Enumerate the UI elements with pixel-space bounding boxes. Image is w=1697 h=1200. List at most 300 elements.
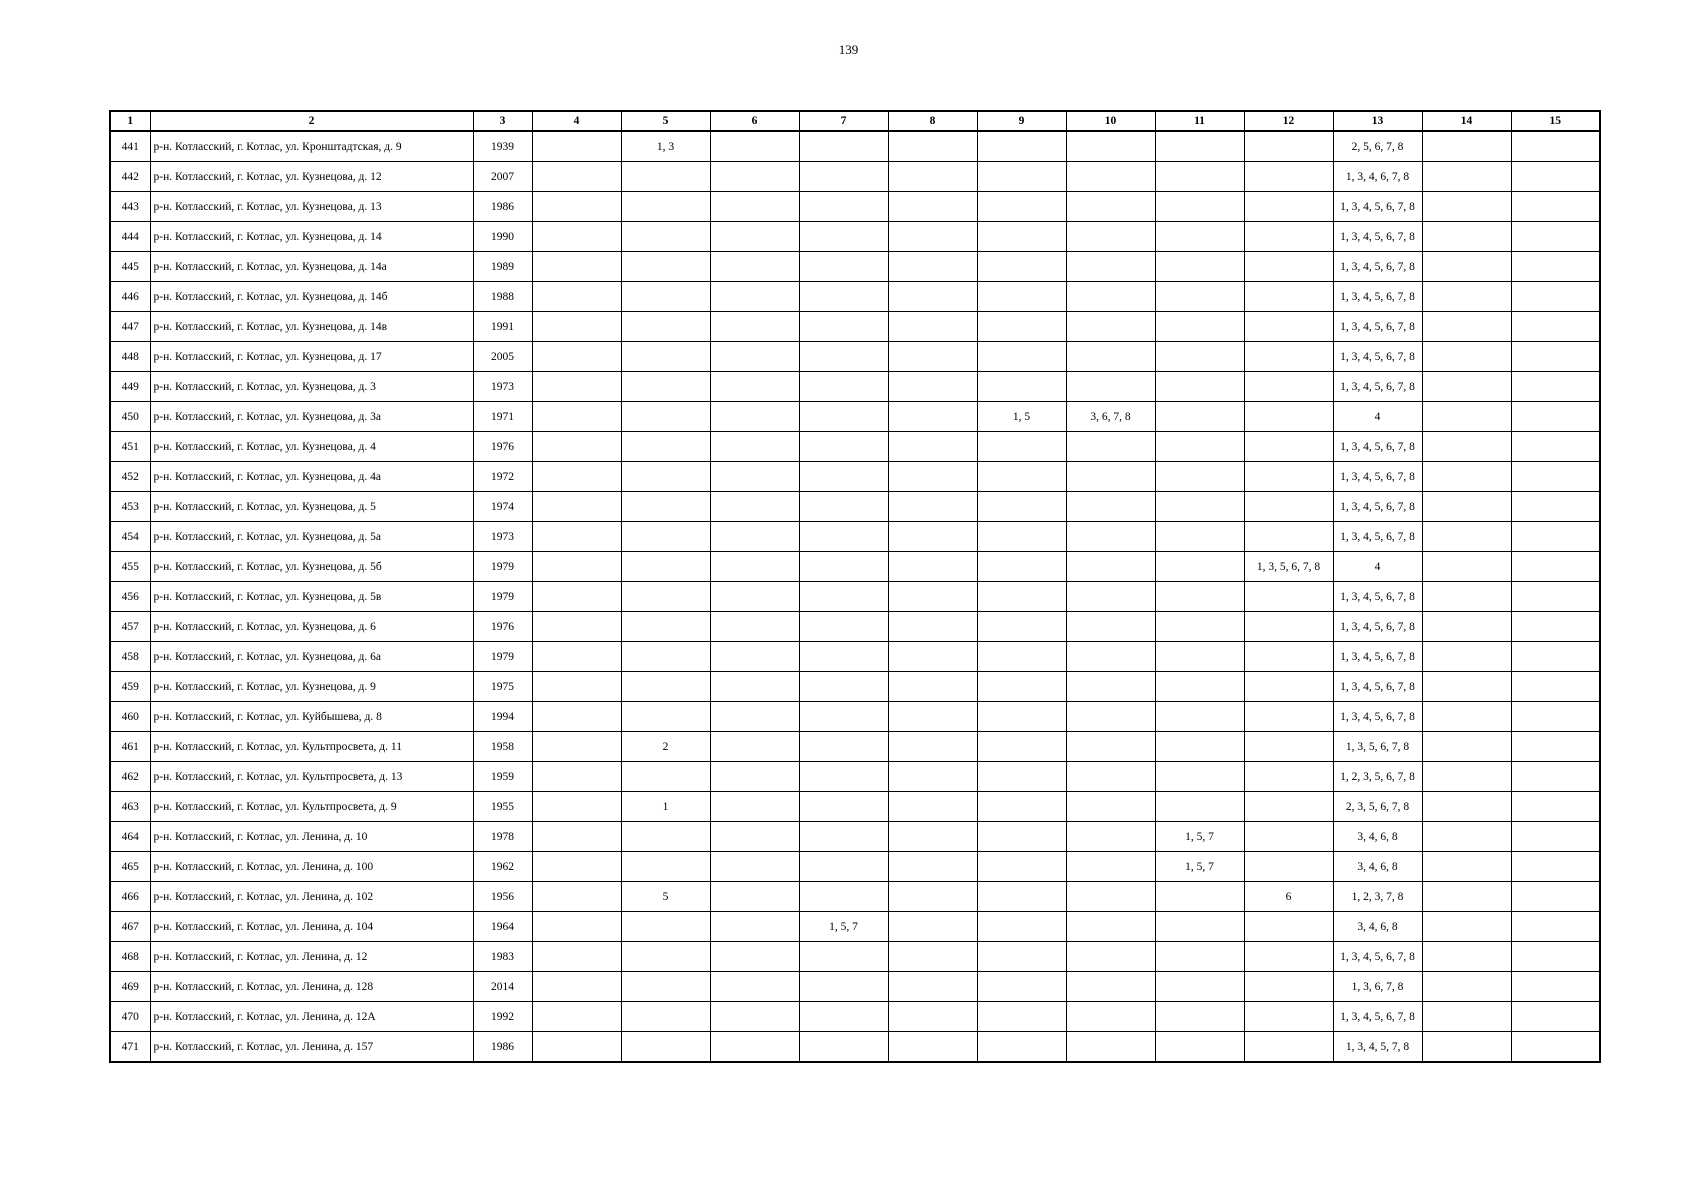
table-cell: [1244, 792, 1333, 822]
table-cell: 1, 3, 4, 5, 6, 7, 8: [1333, 432, 1422, 462]
row-number-cell: 449: [110, 372, 150, 402]
table-cell: [1511, 552, 1600, 582]
row-number-cell: 452: [110, 462, 150, 492]
table-cell: [1422, 462, 1511, 492]
table-cell: [621, 912, 710, 942]
table-cell: [1155, 552, 1244, 582]
table-cell: [1155, 972, 1244, 1002]
table-cell: [799, 672, 888, 702]
column-header-2: 2: [150, 111, 473, 131]
row-number-cell: 469: [110, 972, 150, 1002]
address-cell: р-н. Котласский, г. Котлас, ул. Кузнецова, д. 14а: [150, 252, 473, 282]
table-row: [110, 252, 1600, 282]
table-cell: [1155, 312, 1244, 342]
table-cell: [888, 672, 977, 702]
table-body: [110, 131, 1600, 1062]
table-cell: [710, 131, 799, 162]
table-row: [110, 1032, 1600, 1063]
table-cell: [710, 222, 799, 252]
address-cell: р-н. Котласский, г. Котлас, ул. Кузнецова, д. 5б: [150, 552, 473, 582]
table-row: [110, 192, 1600, 222]
table-cell: [799, 1032, 888, 1063]
year-cell: 1978: [473, 822, 532, 852]
table-cell: [799, 162, 888, 192]
table-cell: [532, 462, 621, 492]
table-cell: [1244, 342, 1333, 372]
table-cell: 1, 3, 4, 5, 6, 7, 8: [1333, 192, 1422, 222]
table-cell: [1155, 131, 1244, 162]
table-cell: [977, 702, 1066, 732]
table-cell: [1422, 162, 1511, 192]
table-cell: [1066, 282, 1155, 312]
address-cell: р-н. Котласский, г. Котлас, ул. Кузнецова, д. 6а: [150, 642, 473, 672]
table-cell: 1, 3, 4, 5, 6, 7, 8: [1333, 942, 1422, 972]
table-cell: [1244, 1032, 1333, 1063]
table-cell: [1155, 882, 1244, 912]
column-header-12: 12: [1244, 111, 1333, 131]
table-cell: [532, 162, 621, 192]
table-cell: [532, 312, 621, 342]
table-cell: [799, 342, 888, 372]
table-cell: [621, 282, 710, 312]
table-cell: [1511, 282, 1600, 312]
table-cell: 3, 4, 6, 8: [1333, 912, 1422, 942]
table-cell: [532, 942, 621, 972]
row-number-cell: 446: [110, 282, 150, 312]
table-cell: [977, 131, 1066, 162]
table-cell: [532, 882, 621, 912]
table-cell: [1244, 852, 1333, 882]
table-cell: 1, 3: [621, 131, 710, 162]
table-cell: [1066, 612, 1155, 642]
table-cell: [1244, 822, 1333, 852]
table-cell: [532, 222, 621, 252]
address-cell: р-н. Котласский, г. Котлас, ул. Ленина, д. 12А: [150, 1002, 473, 1032]
table-cell: [710, 522, 799, 552]
table-cell: [1066, 192, 1155, 222]
year-cell: 1991: [473, 312, 532, 342]
row-number-cell: 464: [110, 822, 150, 852]
table-cell: [1511, 192, 1600, 222]
address-cell: р-н. Котласский, г. Котлас, ул. Кронштадтская, д. 9: [150, 131, 473, 162]
table-cell: [1066, 642, 1155, 672]
table-cell: [710, 942, 799, 972]
table-cell: [1066, 942, 1155, 972]
table-cell: [977, 672, 1066, 702]
table-cell: [977, 252, 1066, 282]
table-cell: [977, 312, 1066, 342]
table-cell: [888, 192, 977, 222]
year-cell: 1973: [473, 522, 532, 552]
table-cell: [888, 882, 977, 912]
table-cell: [1511, 702, 1600, 732]
table-cell: [1155, 612, 1244, 642]
table-cell: [1511, 222, 1600, 252]
year-cell: 2014: [473, 972, 532, 1002]
table-cell: [532, 1032, 621, 1063]
table-cell: 1, 2, 3, 5, 6, 7, 8: [1333, 762, 1422, 792]
table-cell: [888, 642, 977, 672]
table-cell: [977, 792, 1066, 822]
table-cell: [799, 222, 888, 252]
table-cell: [532, 762, 621, 792]
table-cell: [1066, 882, 1155, 912]
row-number-cell: 444: [110, 222, 150, 252]
table-row: [110, 792, 1600, 822]
table-cell: 1, 3, 4, 5, 6, 7, 8: [1333, 462, 1422, 492]
table-cell: [532, 972, 621, 1002]
address-cell: р-н. Котласский, г. Котлас, ул. Ленина, д. 10: [150, 822, 473, 852]
table-cell: [621, 522, 710, 552]
table-cell: [532, 582, 621, 612]
table-cell: [710, 912, 799, 942]
table-cell: [710, 972, 799, 1002]
address-cell: р-н. Котласский, г. Котлас, ул. Ленина, д. 128: [150, 972, 473, 1002]
table-cell: [710, 762, 799, 792]
year-cell: 1956: [473, 882, 532, 912]
table-cell: [532, 192, 621, 222]
table-cell: [1511, 882, 1600, 912]
table-cell: [1244, 282, 1333, 312]
table-cell: [1244, 462, 1333, 492]
address-cell: р-н. Котласский, г. Котлас, ул. Ленина, д. 157: [150, 1032, 473, 1063]
table-cell: [799, 312, 888, 342]
table-cell: [1155, 1032, 1244, 1063]
table-cell: [710, 282, 799, 312]
table-cell: [1511, 732, 1600, 762]
page-number: 139: [838, 42, 859, 57]
row-number-cell: 471: [110, 1032, 150, 1063]
column-header-11: 11: [1155, 111, 1244, 131]
table-cell: [1422, 552, 1511, 582]
table-cell: [977, 972, 1066, 1002]
table-cell: [888, 912, 977, 942]
table-cell: [710, 432, 799, 462]
table-cell: [1066, 912, 1155, 942]
table-row: [110, 552, 1600, 582]
year-cell: 1990: [473, 222, 532, 252]
table-cell: [621, 222, 710, 252]
table-cell: [1155, 702, 1244, 732]
year-cell: 1979: [473, 642, 532, 672]
table-row: [110, 972, 1600, 1002]
row-number-cell: 453: [110, 492, 150, 522]
table-cell: [532, 642, 621, 672]
header-row: [110, 111, 1600, 131]
table-cell: [977, 342, 1066, 372]
table-cell: [1511, 912, 1600, 942]
table-cell: [1155, 192, 1244, 222]
year-cell: 1955: [473, 792, 532, 822]
table-cell: [710, 612, 799, 642]
table-cell: [1422, 852, 1511, 882]
table-cell: [1511, 942, 1600, 972]
table-cell: [977, 732, 1066, 762]
table-cell: [799, 582, 888, 612]
row-number-cell: 442: [110, 162, 150, 192]
table-cell: [1066, 762, 1155, 792]
table-cell: [1511, 252, 1600, 282]
table-cell: [977, 612, 1066, 642]
row-number-cell: 459: [110, 672, 150, 702]
address-cell: р-н. Котласский, г. Котлас, ул. Кузнецова, д. 5а: [150, 522, 473, 552]
table-cell: [1511, 1002, 1600, 1032]
table-cell: [1511, 372, 1600, 402]
row-number-cell: 455: [110, 552, 150, 582]
table-cell: [1511, 131, 1600, 162]
table-cell: 3, 4, 6, 8: [1333, 822, 1422, 852]
table-cell: [1422, 732, 1511, 762]
table-cell: [1066, 222, 1155, 252]
table-cell: [1066, 462, 1155, 492]
table-cell: [888, 852, 977, 882]
address-cell: р-н. Котласский, г. Котлас, ул. Кузнецова, д. 14: [150, 222, 473, 252]
table-cell: [621, 972, 710, 1002]
year-cell: 1974: [473, 492, 532, 522]
table-cell: [1422, 492, 1511, 522]
table-cell: [1422, 792, 1511, 822]
row-number-cell: 465: [110, 852, 150, 882]
year-cell: 1962: [473, 852, 532, 882]
table-cell: 1, 2, 3, 7, 8: [1333, 882, 1422, 912]
table-cell: 1, 3, 4, 5, 6, 7, 8: [1333, 522, 1422, 552]
table-row: [110, 852, 1600, 882]
table-cell: [1244, 252, 1333, 282]
table-cell: [621, 672, 710, 702]
table-cell: [710, 582, 799, 612]
row-number-cell: 460: [110, 702, 150, 732]
table-cell: [1066, 492, 1155, 522]
year-cell: 2005: [473, 342, 532, 372]
table-cell: [1244, 432, 1333, 462]
table-cell: [1511, 612, 1600, 642]
table-cell: [1422, 222, 1511, 252]
table-cell: 1, 3, 4, 5, 7, 8: [1333, 1032, 1422, 1063]
table-cell: [1244, 642, 1333, 672]
column-header-13: 13: [1333, 111, 1422, 131]
address-cell: р-н. Котласский, г. Котлас, ул. Ленина, д. 100: [150, 852, 473, 882]
table-cell: [1422, 342, 1511, 372]
row-number-cell: 462: [110, 762, 150, 792]
table-cell: [888, 372, 977, 402]
table-cell: [1155, 672, 1244, 702]
column-header-15: 15: [1511, 111, 1600, 131]
address-cell: р-н. Котласский, г. Котлас, ул. Кузнецова, д. 13: [150, 192, 473, 222]
table-cell: [710, 1032, 799, 1063]
table-cell: [1422, 642, 1511, 672]
address-cell: р-н. Котласский, г. Котлас, ул. Культпросвета, д. 13: [150, 762, 473, 792]
table-cell: [888, 1002, 977, 1032]
table-cell: 1, 3, 4, 5, 6, 7, 8: [1333, 672, 1422, 702]
address-cell: р-н. Котласский, г. Котлас, ул. Кузнецова, д. 9: [150, 672, 473, 702]
row-number-cell: 450: [110, 402, 150, 432]
table-cell: [1244, 372, 1333, 402]
table-cell: [532, 282, 621, 312]
table-row: [110, 372, 1600, 402]
table-cell: [977, 282, 1066, 312]
table-cell: [977, 912, 1066, 942]
table-cell: 1, 3, 4, 5, 6, 7, 8: [1333, 612, 1422, 642]
table-cell: [1511, 1032, 1600, 1063]
table-row: [110, 522, 1600, 552]
table-cell: [1244, 312, 1333, 342]
year-cell: 1975: [473, 672, 532, 702]
table-cell: [621, 1032, 710, 1063]
table-cell: [977, 642, 1066, 672]
table-cell: 1, 3, 5, 6, 7, 8: [1244, 552, 1333, 582]
table-cell: [710, 462, 799, 492]
table-cell: [888, 762, 977, 792]
table-cell: [1422, 942, 1511, 972]
address-cell: р-н. Котласский, г. Котлас, ул. Кузнецова, д. 14б: [150, 282, 473, 312]
table-cell: [532, 672, 621, 702]
table-cell: [710, 372, 799, 402]
table-cell: [888, 612, 977, 642]
table-cell: 1, 3, 4, 5, 6, 7, 8: [1333, 342, 1422, 372]
year-cell: 1971: [473, 402, 532, 432]
table-cell: [621, 702, 710, 732]
table-cell: 1, 3, 4, 5, 6, 7, 8: [1333, 312, 1422, 342]
table-cell: [1422, 822, 1511, 852]
address-cell: р-н. Котласский, г. Котлас, ул. Культпросвета, д. 11: [150, 732, 473, 762]
table-cell: [710, 402, 799, 432]
table-cell: [1511, 792, 1600, 822]
table-cell: [1066, 342, 1155, 372]
table-cell: [799, 1002, 888, 1032]
column-header-14: 14: [1422, 111, 1511, 131]
table-cell: [621, 822, 710, 852]
table-cell: [1244, 972, 1333, 1002]
table-cell: [888, 342, 977, 372]
table-cell: [1066, 972, 1155, 1002]
table-cell: [799, 192, 888, 222]
table-cell: [799, 942, 888, 972]
table-cell: [888, 282, 977, 312]
table-cell: [532, 1002, 621, 1032]
table-cell: [888, 822, 977, 852]
table-cell: [710, 492, 799, 522]
table-cell: [1511, 402, 1600, 432]
table-cell: [1155, 282, 1244, 312]
table-cell: [977, 852, 1066, 882]
row-number-cell: 458: [110, 642, 150, 672]
table-cell: [532, 612, 621, 642]
table-row: [110, 762, 1600, 792]
table-cell: [621, 462, 710, 492]
table-cell: [799, 972, 888, 1002]
table-cell: [1244, 702, 1333, 732]
table-cell: [710, 792, 799, 822]
table-cell: 4: [1333, 552, 1422, 582]
table-cell: 1, 3, 6, 7, 8: [1333, 972, 1422, 1002]
row-number-cell: 468: [110, 942, 150, 972]
table-cell: [1511, 852, 1600, 882]
row-number-cell: 454: [110, 522, 150, 552]
table-row: [110, 942, 1600, 972]
table-cell: 2, 5, 6, 7, 8: [1333, 131, 1422, 162]
table-cell: [1066, 822, 1155, 852]
table-cell: [1155, 1002, 1244, 1032]
address-cell: р-н. Котласский, г. Котлас, ул. Ленина, д. 12: [150, 942, 473, 972]
table-cell: [532, 552, 621, 582]
column-header-5: 5: [621, 111, 710, 131]
table-cell: [1066, 312, 1155, 342]
table-cell: [799, 612, 888, 642]
year-cell: 1958: [473, 732, 532, 762]
year-cell: 1964: [473, 912, 532, 942]
table-cell: [710, 252, 799, 282]
table-cell: [1244, 192, 1333, 222]
table-cell: [1244, 762, 1333, 792]
table-cell: [888, 222, 977, 252]
address-cell: р-н. Котласский, г. Котлас, ул. Кузнецова, д. 3: [150, 372, 473, 402]
table-cell: [1066, 852, 1155, 882]
table-cell: [888, 162, 977, 192]
table-cell: [1155, 522, 1244, 552]
table-cell: [888, 552, 977, 582]
table-cell: [1155, 582, 1244, 612]
table-cell: [977, 822, 1066, 852]
table-cell: [1066, 1032, 1155, 1063]
year-cell: 1994: [473, 702, 532, 732]
row-number-cell: 448: [110, 342, 150, 372]
address-cell: р-н. Котласский, г. Котлас, ул. Кузнецова, д. 5в: [150, 582, 473, 612]
table-cell: [710, 642, 799, 672]
table-cell: [1511, 582, 1600, 612]
table-cell: [1066, 252, 1155, 282]
column-header-6: 6: [710, 111, 799, 131]
row-number-cell: 451: [110, 432, 150, 462]
table-cell: [1244, 732, 1333, 762]
table-cell: [621, 552, 710, 582]
year-cell: 1959: [473, 762, 532, 792]
table-cell: [799, 282, 888, 312]
table-cell: 1, 3, 4, 5, 6, 7, 8: [1333, 372, 1422, 402]
address-cell: р-н. Котласский, г. Котлас, ул. Ленина, д. 102: [150, 882, 473, 912]
table-cell: [532, 822, 621, 852]
data-table: [109, 110, 1601, 1063]
table-cell: [799, 131, 888, 162]
table-cell: [888, 462, 977, 492]
table-cell: [1244, 402, 1333, 432]
table-cell: [1422, 672, 1511, 702]
table-row: [110, 582, 1600, 612]
row-number-cell: 457: [110, 612, 150, 642]
table-cell: [621, 252, 710, 282]
address-cell: р-н. Котласский, г. Котлас, ул. Кузнецова, д. 3а: [150, 402, 473, 432]
table-cell: [977, 942, 1066, 972]
table-cell: [888, 402, 977, 432]
table-cell: [799, 432, 888, 462]
table-cell: [1155, 432, 1244, 462]
table-cell: [888, 582, 977, 612]
table-cell: [710, 162, 799, 192]
address-cell: р-н. Котласский, г. Котлас, ул. Куйбышева, д. 8: [150, 702, 473, 732]
table-cell: [1511, 822, 1600, 852]
table-cell: [888, 492, 977, 522]
table-cell: [621, 342, 710, 372]
year-cell: 1973: [473, 372, 532, 402]
table-row: [110, 912, 1600, 942]
table-cell: 1, 3, 4, 5, 6, 7, 8: [1333, 702, 1422, 732]
table-cell: [1511, 522, 1600, 552]
table-row: [110, 462, 1600, 492]
table-cell: [1066, 672, 1155, 702]
table-cell: [888, 732, 977, 762]
table-cell: [710, 192, 799, 222]
table-cell: [532, 852, 621, 882]
table-cell: 5: [621, 882, 710, 912]
